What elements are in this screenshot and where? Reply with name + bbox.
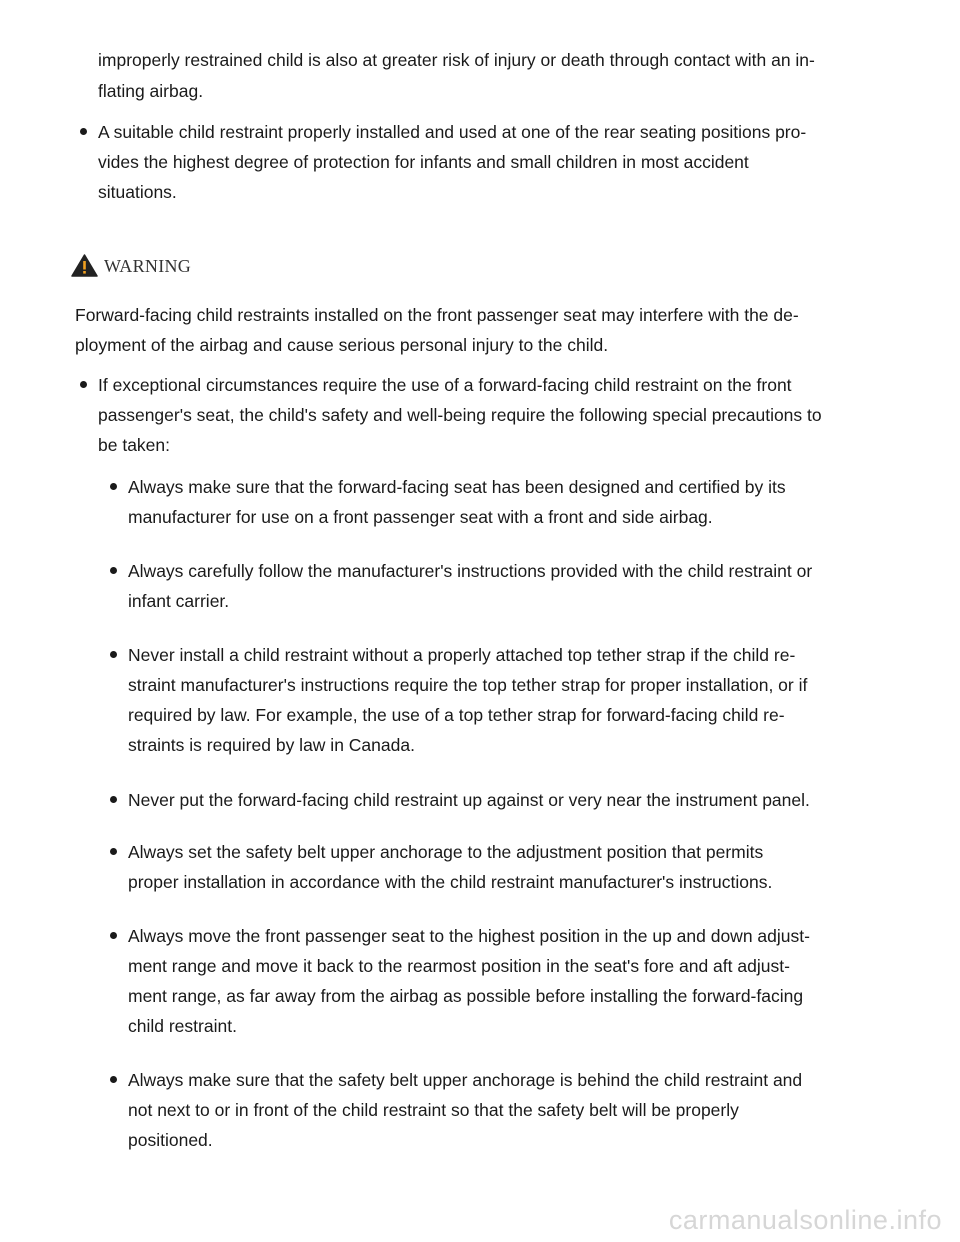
top-bullet-line: A suitable child restraint properly installed and used at one of the rear seating positions pro- <box>98 122 807 142</box>
main-bullet-line: If exceptional circumstances require the use of a forward-facing child restraint on the front <box>98 375 792 395</box>
sub-bullet-line: required by law. For example, the use of a top tether strap for forward-facing child re- <box>128 705 785 725</box>
warning-paragraph-line: ployment of the airbag and cause serious personal injury to the child. <box>75 335 609 355</box>
sub-bullet-line: Always set the safety belt upper anchorage to the adjustment position that permits <box>128 842 764 862</box>
sub-bullet-line: Never put the forward-facing child restraint up against or very near the instrument panel. <box>128 790 810 810</box>
main-bullet-line: be taken: <box>98 435 170 455</box>
intro-line: flating airbag. <box>98 81 204 101</box>
bullet-dot <box>80 381 87 388</box>
sub-bullet-line: Always move the front passenger seat to the highest position in the up and down adjust- <box>128 926 810 946</box>
sub-bullet-line: Always carefully follow the manufacturer's instructions provided with the child restraint or <box>128 561 813 581</box>
sub-bullet-dot <box>110 651 117 658</box>
sub-bullet-line: proper installation in accordance with the child restraint manufacturer's instructions. <box>128 872 773 892</box>
warning-title: WARNING <box>104 256 192 276</box>
warning-triangle-icon <box>71 254 98 277</box>
sub-bullet-line: Never install a child restraint without a properly attached top tether strap if the child re- <box>128 645 796 665</box>
sub-bullet-line: ment range, as far away from the airbag as possible before installing the forward-facing <box>128 986 804 1006</box>
sub-bullet-line: child restraint. <box>128 1016 237 1036</box>
sub-bullet-line: manufacturer for use on a front passenger seat with a front and side airbag. <box>128 507 713 527</box>
sub-bullet-dot <box>110 848 117 855</box>
sub-bullet-line: not next to or in front of the child restraint so that the safety belt will be properly <box>128 1100 739 1120</box>
main-bullet-line: passenger's seat, the child's safety and well-being require the following special precautions to <box>98 405 822 425</box>
sub-bullet-line: infant carrier. <box>128 591 230 611</box>
warning-paragraph-line: Forward-facing child restraints installed on the front passenger seat may interfere with the de- <box>75 305 799 325</box>
sub-bullet-dot <box>110 796 117 803</box>
sub-bullet-line: straint manufacturer's instructions require the top tether strap for proper installation, or if <box>128 675 808 695</box>
sub-bullet-dot <box>110 567 117 574</box>
sub-bullet-line: Always make sure that the safety belt upper anchorage is behind the child restraint and <box>128 1070 803 1090</box>
intro-line: improperly restrained child is also at greater risk of injury or death through contact with an in- <box>98 50 815 70</box>
sub-bullet-line: Always make sure that the forward-facing seat has been designed and certified by its <box>128 477 786 497</box>
top-bullet-line: situations. <box>98 182 177 202</box>
sub-bullet-line: straints is required by law in Canada. <box>128 735 415 755</box>
sub-bullet-line: positioned. <box>128 1130 213 1150</box>
sub-bullet-line: ment range and move it back to the rearmost position in the seat's fore and aft adjust- <box>128 956 790 976</box>
bullet-dot <box>80 128 87 135</box>
sub-bullet-dot <box>110 932 117 939</box>
sub-bullet-dot <box>110 1076 117 1083</box>
sub-bullet-dot <box>110 483 117 490</box>
top-bullet-line: vides the highest degree of protection for infants and small children in most accident <box>98 152 749 172</box>
watermark[interactable]: carmanualsonline.info <box>668 1205 942 1235</box>
